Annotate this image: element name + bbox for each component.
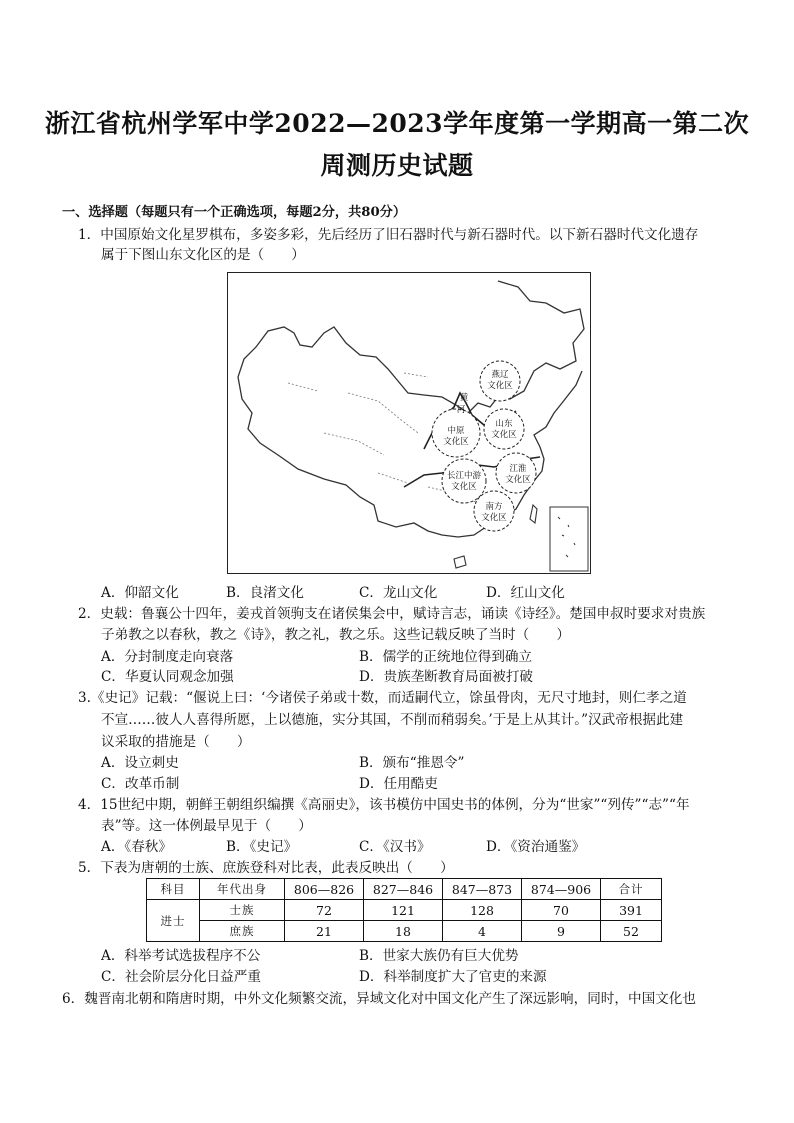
cell: 72 xyxy=(285,900,364,921)
q5-option-b[interactable]: B．世家大族仍有巨大优势 xyxy=(359,948,519,964)
inset-islands xyxy=(558,517,575,557)
q6-stem-line-1: 6．魏晋南北朝和隋唐时期，中外文化频繁交流，异域文化对中国文化产生了深远影响，同时，中国文化也 xyxy=(62,991,696,1007)
zhongyuan-label-1: 中原 xyxy=(447,426,465,436)
table-row xyxy=(147,921,662,942)
yanliao-label-1: 燕辽 xyxy=(491,370,509,380)
q5-stem-line-1: 5．下表为唐朝的士族、庶族登科对比表，此表反映出（ ） xyxy=(78,860,454,876)
changjiang-label-2: 文化区 xyxy=(451,482,477,492)
q2-option-c[interactable]: C．华夏认同观念加强 xyxy=(101,669,234,685)
china-culture-map xyxy=(227,272,591,574)
q5-option-c[interactable]: C．社会阶层分化日益严重 xyxy=(101,969,261,985)
q2-stem-line-2: 子弟教之以春秋，教之《诗》，教之礼，教之乐。这些记载反映了当时（ ） xyxy=(101,627,570,643)
header-origin: 年代出身 xyxy=(200,879,285,900)
q1-stem-line-2: 属于下图山东文化区的是（ ） xyxy=(101,247,305,263)
q4-option-b[interactable]: B．《史记》 xyxy=(226,839,298,855)
q2-option-a[interactable]: A．分封制度走向衰落 xyxy=(101,649,234,665)
q4-stem-line-2: 表”等。这一体例最早见于（ ） xyxy=(101,818,312,834)
q4-option-a[interactable]: A．《春秋》 xyxy=(101,839,172,855)
subject-cell: 进士 xyxy=(147,900,200,942)
q1-option-a[interactable]: A．仰韶文化 xyxy=(101,585,179,601)
q1-stem-line-1: 1．中国原始文化星罗棋布，多姿多彩，先后经历了旧石器时代与新石器时代。以下新石器时代文化遗存 xyxy=(78,227,699,243)
jianghuai-label-1: 江淮 xyxy=(509,464,527,474)
yanliao-label-2: 文化区 xyxy=(487,381,513,391)
south-sea-inset xyxy=(550,507,588,571)
header-total: 合计 xyxy=(601,879,662,900)
table-row xyxy=(147,900,662,921)
cell: 70 xyxy=(522,900,601,921)
header-period-1: 806—826 xyxy=(285,879,364,900)
row-label-shuzu: 庶族 xyxy=(200,921,285,942)
cell: 21 xyxy=(285,921,364,942)
q3-stem-line-1: 3.《史记》记载：“偃说上曰：‘今诸侯子弟或十数，而适嗣代立，馀虽骨肉，无尺寸地封，则仁孝之道 xyxy=(78,690,687,706)
q3-stem-line-3: 议采取的措施是（ ） xyxy=(101,734,251,750)
river-label-b: 河 xyxy=(456,405,466,415)
taiwan-island xyxy=(530,505,537,523)
header-subject: 科目 xyxy=(147,879,200,900)
q2-option-d[interactable]: D．贵族垄断教育局面被打破 xyxy=(359,669,534,685)
cell: 9 xyxy=(522,921,601,942)
map-svg xyxy=(228,273,590,573)
cell: 18 xyxy=(364,921,443,942)
nanfang-label-1: 南方 xyxy=(485,502,503,512)
cell: 391 xyxy=(601,900,662,921)
row-label-shizu: 士族 xyxy=(200,900,285,921)
shandong-label-2: 文化区 xyxy=(491,430,517,440)
nanfang-label-2: 文化区 xyxy=(481,513,507,523)
region-changjiang xyxy=(442,459,486,503)
q3-stem-line-2: 不宣……彼人人喜得所愿，上以德施，实分其国，不削而稍弱矣。’于是上从其计。”汉武帝根据此建 xyxy=(101,712,684,728)
jianghuai-label-2: 文化区 xyxy=(505,475,531,485)
title-line-2: 周测历史试题 xyxy=(320,151,474,180)
header-period-3: 847—873 xyxy=(443,879,522,900)
q5-option-a[interactable]: A．科举考试选拔程序不公 xyxy=(101,948,261,964)
zhongyuan-label-2: 文化区 xyxy=(443,437,469,447)
q4-option-d[interactable]: D．《资治通鉴》 xyxy=(486,839,586,855)
cell: 4 xyxy=(443,921,522,942)
section-heading: 一、选择题（每题只有一个正确选项，每题2分，共80分） xyxy=(62,205,407,220)
region-shandong xyxy=(484,409,524,449)
cell: 121 xyxy=(364,900,443,921)
table-header-row xyxy=(147,879,662,900)
title-line-1: 浙江省杭州学军中学2022—2023学年度第一学期高一第二次 xyxy=(44,109,750,138)
q3-option-c[interactable]: C．改革币制 xyxy=(101,776,180,792)
q3-option-d[interactable]: D．任用酷吏 xyxy=(359,776,438,792)
q2-option-b[interactable]: B．儒学的正统地位得到确立 xyxy=(359,649,533,665)
q1-option-d[interactable]: D．红山文化 xyxy=(486,585,565,601)
q5-option-d[interactable]: D．科举制度扩大了官吏的来源 xyxy=(359,969,547,985)
keju-comparison-table xyxy=(146,878,662,942)
cell: 128 xyxy=(443,900,522,921)
changjiang-label-1: 长江中游 xyxy=(446,471,482,481)
cell: 52 xyxy=(601,921,662,942)
header-period-2: 827—846 xyxy=(364,879,443,900)
q4-stem-line-1: 4．15世纪中期，朝鲜王朝组织编撰《高丽史》，该书模仿中国史书的体例，分为“世家”“列传”“志”“年 xyxy=(78,797,690,813)
q4-option-c[interactable]: C．《汉书》 xyxy=(359,839,431,855)
q1-option-c[interactable]: C．龙山文化 xyxy=(359,585,438,601)
q3-option-a[interactable]: A．设立刺史 xyxy=(101,755,179,771)
q1-option-b[interactable]: B．良渚文化 xyxy=(226,585,304,601)
q3-option-b[interactable]: B．颁布“推恩令” xyxy=(359,755,465,771)
hainan-island xyxy=(454,556,466,568)
river-label-a: 黄 xyxy=(459,393,469,403)
china-outline xyxy=(238,281,584,537)
q2-stem-line-1: 2．史载：鲁襄公十四年，姜戎首领驹支在诸侯集会中，赋诗言志，诵读《诗经》。楚国申叔时要求对贵族 xyxy=(78,606,706,622)
header-period-4: 874—906 xyxy=(522,879,601,900)
shandong-label-1: 山东 xyxy=(495,419,513,429)
